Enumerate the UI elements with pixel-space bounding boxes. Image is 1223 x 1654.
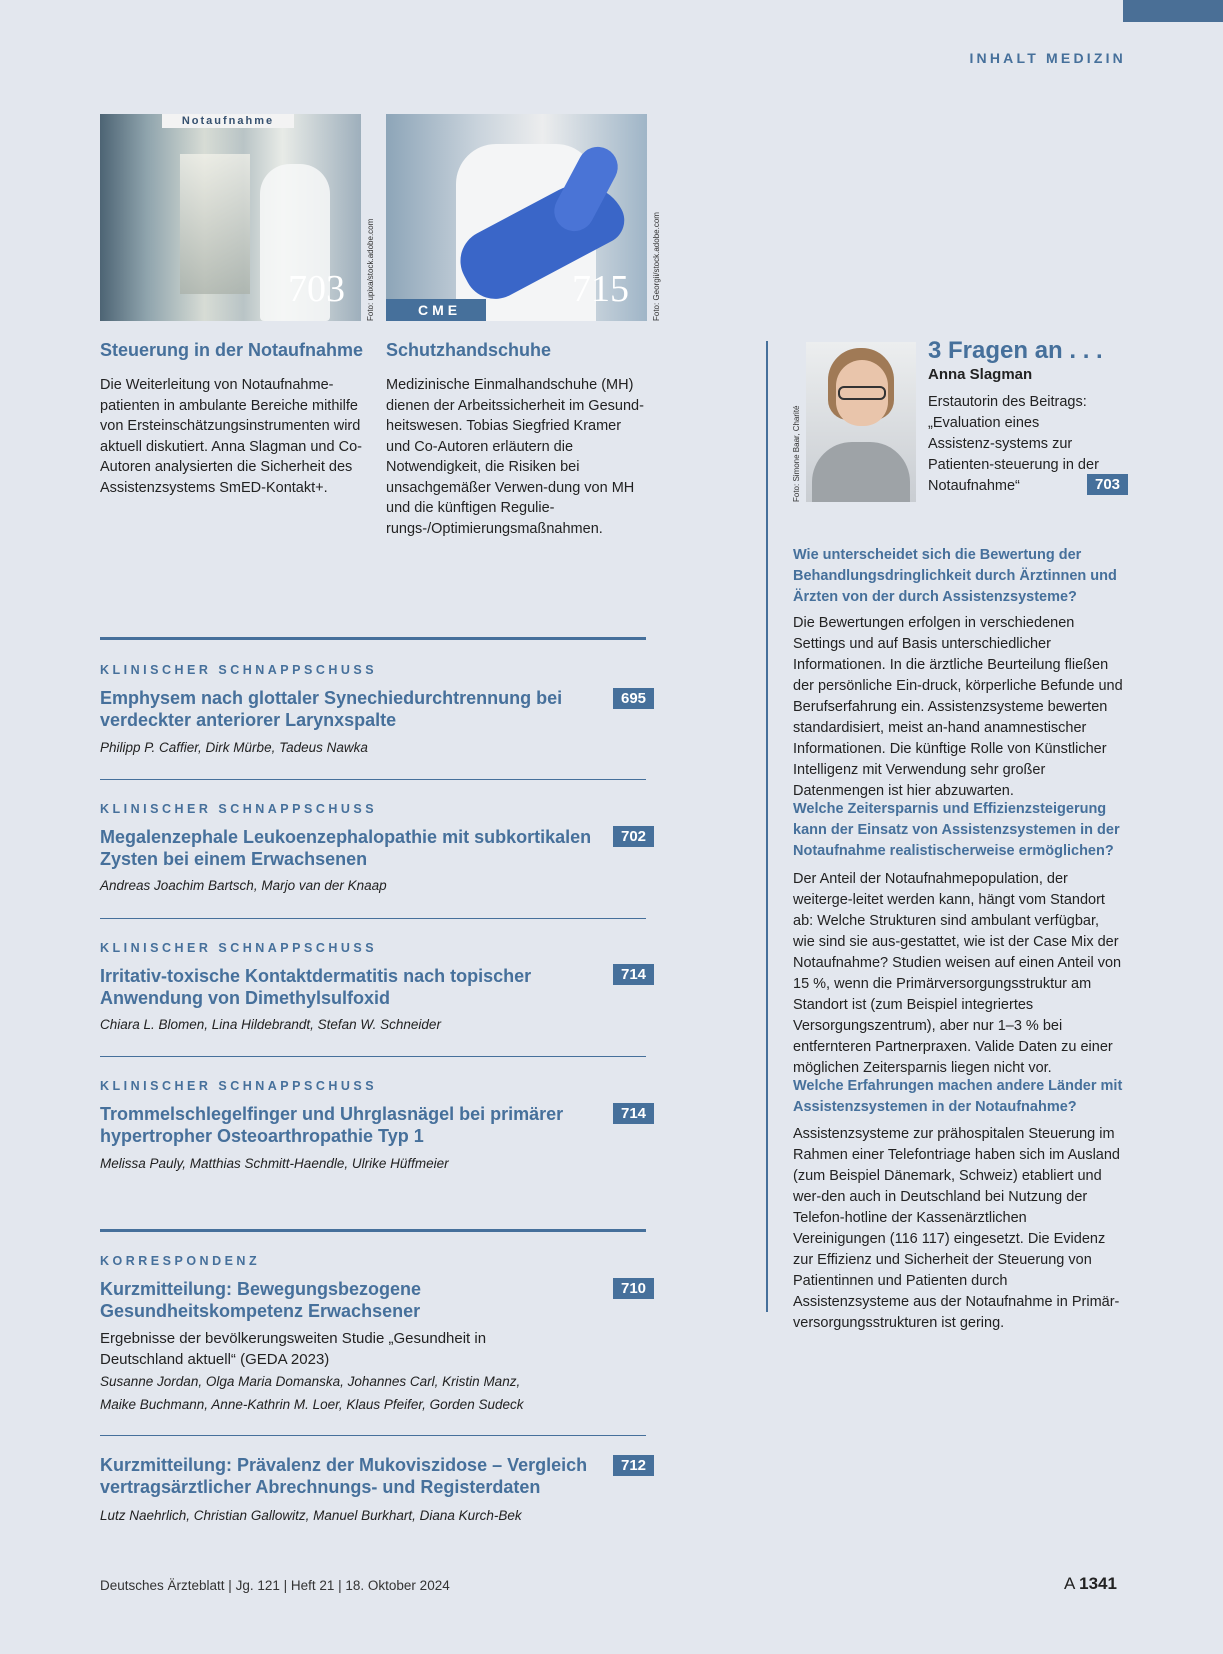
section-heading: INHALT MEDIZIN: [969, 50, 1126, 66]
item-divider: [100, 918, 646, 919]
teaser-title[interactable]: Steuerung in der Notaufnahme: [100, 340, 364, 360]
item-title[interactable]: Megalenzephale Leukoenzephalopathie mit subkortikalen Zysten bei einem Erwachsenen: [100, 827, 592, 869]
teaser-text: Die Weiterleitung von Notaufnahme-patienten in ambulante Bereiche mithilfe von Ersteinschätzungsinstrumenten wird aktuell diskutiert. Anna Slagman und Co-Autoren analysierten die Sicherheit des Assistenzsystems SmED-Kontakt+.: [100, 377, 362, 496]
item-divider: [100, 1056, 646, 1057]
corner-color-block: [1123, 0, 1223, 22]
teaser-title[interactable]: Schutzhandschuhe: [386, 340, 552, 360]
cme-badge: CME: [386, 299, 486, 321]
glove-photo: [386, 114, 647, 321]
interview-description: Erstautorin des Beitrags: „Evaluation eines Assistenz-systems zur Patienten-steuerung in der Notaufnahme“: [928, 394, 1099, 494]
page-prefix: A: [1064, 1574, 1075, 1593]
item-kicker: KLINISCHER SCHNAPPSCHUSS: [100, 1079, 378, 1093]
interview-answer: Assistenzsysteme zur prähospitalen Steuerung im Rahmen einer Telefontriage haben sich im Ausland (zum Beispiel Dänemark, Schweiz) etabliert und wer-den auch in Deutschland bei Nutzung der Telefon-hotline der Kassenärztlichen Vereinigungen (116 117) eingesetzt. Die Evidenz zur Effizienz und Sicherheit der Steuerung von Patientinnen und Patienten durch Assistenzsysteme aus der Notaufnahme in Primär-versorgungsstrukturen ist gering.: [793, 1126, 1120, 1331]
item-authors: Melissa Pauly, Matthias Schmitt-Haendle, Ulrike Hüffmeier: [100, 1156, 449, 1171]
page-number-value: 1341: [1079, 1574, 1117, 1593]
notaufnahme-sign: Notaufnahme: [162, 114, 294, 128]
item-kicker: KLINISCHER SCHNAPPSCHUSS: [100, 941, 378, 955]
page-badge[interactable]: 712: [613, 1455, 654, 1476]
journal-footer: Deutsches Ärzteblatt | Jg. 121 | Heft 21 | 18. Oktober 2024: [100, 1578, 450, 1593]
page-badge[interactable]: 714: [613, 964, 654, 985]
item-kicker: KLINISCHER SCHNAPPSCHUSS: [100, 663, 378, 677]
interviewee-name: Anna Slagman: [928, 366, 1033, 383]
item-authors: Susanne Jordan, Olga Maria Domanska, Johannes Carl, Kristin Manz,: [100, 1374, 521, 1389]
author-portrait: [806, 342, 916, 502]
portrait-glasses: [838, 386, 886, 400]
page-badge[interactable]: 702: [613, 826, 654, 847]
teaser-text: Medizinische Einmalhandschuhe (MH) dienen der Arbeitssicherheit im Gesund-heitswesen. Tobias Siegfried Kramer und Co-Autoren erläutern die Notwendigkeit, die Risiken bei unsachgemäßer Verwen-dung von MH und die künftigen Regulie-rungs-/Optimierungsmaßnahmen.: [386, 377, 644, 537]
photo-page-number: 715: [572, 268, 629, 310]
interview-answer: Der Anteil der Notaufnahmepopulation, der weiterge-leitet werden kann, hängt vom Standort ab: Welche Strukturen sind ambulant verfügbar, wie sind sie aus-gestattet, wie ist der Case Mix der Notaufnahme? Studien weisen auf einen Anteil von 15 %, wenn die Primärversorgungsstruktur am Standort ist (zum Beispiel integriertes Versorgungszentrum), aber nur 1–3 % bei entfernteren Partnerpraxen. Valide Daten zu einer möglichen Zeitersparnis liegen nicht vor.: [793, 871, 1122, 1076]
photo-credit: Foto: upixa/stock.adobe.com: [366, 218, 375, 321]
item-divider: [100, 779, 646, 780]
portrait-sweater: [812, 442, 910, 502]
item-kicker: KLINISCHER SCHNAPPSCHUSS: [100, 802, 378, 816]
item-title[interactable]: Irritativ-toxische Kontaktdermatitis nach topischer Anwendung von Dimethylsulfoxid: [100, 966, 532, 1008]
emergency-room-photo: [100, 114, 361, 321]
interview-title: 3 Fragen an . . .: [928, 337, 1103, 364]
item-divider: [100, 1435, 646, 1436]
interview-answer: Die Bewertungen erfolgen in verschiedenen Settings und auf Basis unterschiedlicher Informationen. In die ärztliche Beurteilung fließen der persönliche Ein-druck, körperliche Befunde und Berufserfahrung ein. Assistenzsysteme bewerten standardisiert, meist an-hand anamnestischer Informationen. Die künftige Rolle von Künstlicher Intelligenz mit Verwendung sehr großer Datenmengen ist hier abzuwarten.: [793, 615, 1123, 799]
page-number: [1064, 1574, 1117, 1594]
item-title[interactable]: Trommelschlegelfinger und Uhrglasnägel bei primärer hypertropher Osteoarthropathie Typ 1: [100, 1104, 564, 1146]
page-badge[interactable]: 703: [1087, 474, 1128, 495]
item-authors: Andreas Joachim Bartsch, Marjo van der Knaap: [100, 878, 387, 893]
item-title[interactable]: Kurzmitteilung: Prävalenz der Mukoviszidose – Vergleich vertragsärztlicher Abrechnungs- und Registerdaten: [100, 1455, 588, 1497]
item-title[interactable]: Emphysem nach glottaler Synechiedurchtrennung bei verdeckter anteriorer Larynxspalte: [100, 688, 563, 730]
section-divider: [100, 1229, 646, 1232]
section-divider: [100, 637, 646, 640]
item-authors: Chiara L. Blomen, Lina Hildebrandt, Stefan W. Schneider: [100, 1017, 441, 1032]
page-badge[interactable]: 714: [613, 1103, 654, 1124]
page-badge[interactable]: 710: [613, 1278, 654, 1299]
photo-page-number: 703: [288, 268, 345, 310]
photo-credit: Foto: Georgii/stock.adobe.com: [652, 212, 661, 321]
item-authors: Maike Buchmann, Anne-Kathrin M. Loer, Klaus Pfeifer, Gorden Sudeck: [100, 1397, 524, 1412]
item-title[interactable]: Kurzmitteilung: Bewegungsbezogene Gesundheitskompetenz Erwachsener: [100, 1279, 422, 1321]
item-authors: Philipp P. Caffier, Dirk Mürbe, Tadeus Nawka: [100, 740, 368, 755]
interview-question: Wie unterscheidet sich die Bewertung der Behandlungsdringlichkeit durch Ärztinnen und Ärzten von der durch Assistenzsysteme?: [793, 547, 1117, 605]
page-badge[interactable]: 695: [613, 688, 654, 709]
interview-question: Welche Zeitersparnis und Effizienzsteigerung kann der Einsatz von Assistenzsystemen in der Notaufnahme realistischerweise ermöglichen?: [793, 801, 1120, 859]
interview-question: Welche Erfahrungen machen andere Länder mit Assistenzsystemen in der Notaufnahme?: [793, 1078, 1123, 1115]
corridor-shape: [180, 154, 250, 294]
photo-credit: Foto: Simone Baar, Charité: [792, 405, 801, 502]
column-divider: [766, 341, 768, 1312]
item-authors: Lutz Naehrlich, Christian Gallowitz, Manuel Burkhart, Diana Kurch-Bek: [100, 1508, 522, 1523]
item-subtitle: Ergebnisse der bevölkerungsweiten Studie „Gesundheit in Deutschland aktuell“ (GEDA 2023): [100, 1330, 487, 1368]
item-kicker: KORRESPONDENZ: [100, 1254, 261, 1268]
